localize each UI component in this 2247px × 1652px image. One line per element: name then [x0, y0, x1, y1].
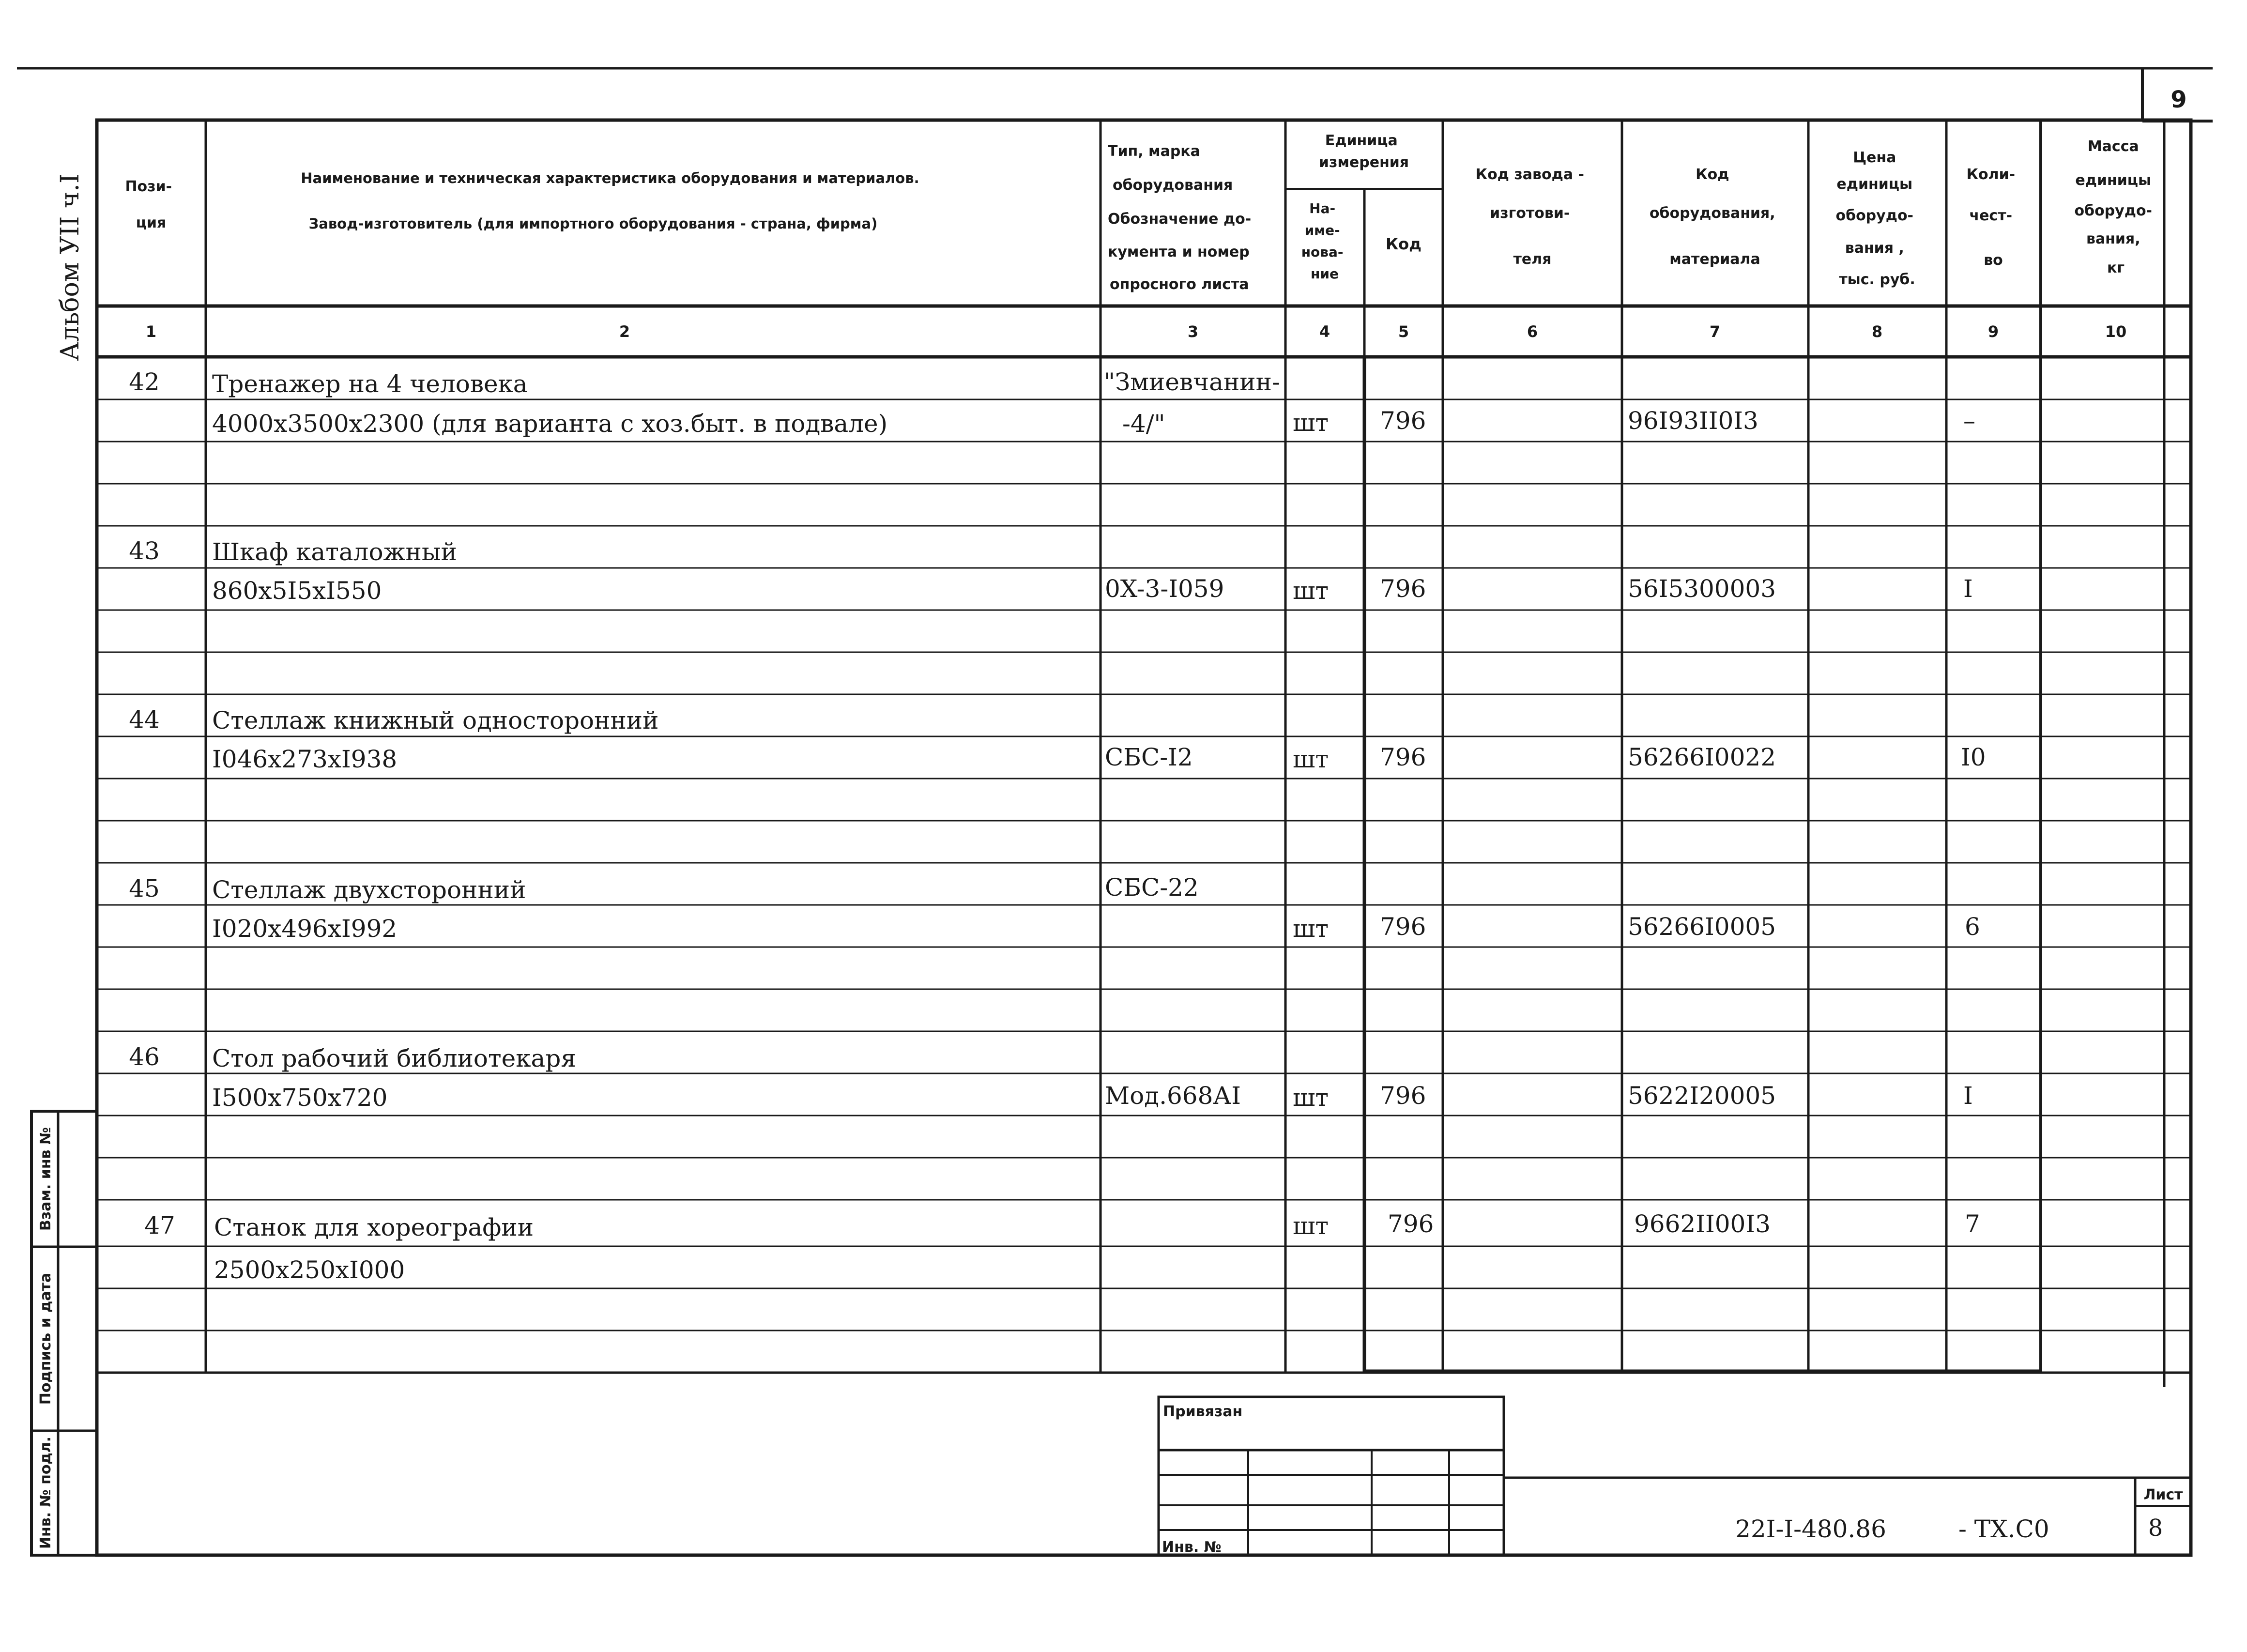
item-unit-code: 796	[1380, 407, 1426, 435]
item-type: "Змиевчанин-	[1104, 368, 1280, 396]
col-number: 10	[2105, 322, 2127, 341]
header-col10: Масса единицы оборудо- вания, кг	[2074, 138, 2153, 276]
sheet-number: 8	[2148, 1514, 2163, 1542]
item-equipment-code: 96I93II0I3	[1628, 407, 1758, 435]
item-type: СБС-I2	[1105, 743, 1193, 771]
item-name: Тренажер на 4 человека	[212, 370, 528, 398]
item-type-cont: -4/"	[1122, 410, 1165, 438]
item-unit-code: 796	[1380, 575, 1426, 603]
item-quantity: 6	[1965, 913, 1980, 941]
col-number: 6	[1527, 322, 1538, 341]
item-spec: I046x273xI938	[212, 745, 397, 773]
item-position: 44	[129, 705, 160, 734]
item-quantity: 7	[1965, 1210, 1980, 1238]
header-col9: Коли- чест- во	[1966, 166, 2016, 269]
header-unit-group: Единица измерения	[1318, 132, 1409, 171]
item-equipment-code: 9662II00I3	[1634, 1210, 1771, 1238]
item-quantity: I	[1963, 575, 1973, 603]
header-col8: Цена единицы оборудо- вания , тыс. руб.	[1835, 149, 1915, 288]
top-page-number: 9	[2171, 86, 2187, 113]
item-equipment-code: 56266I0005	[1628, 913, 1776, 941]
header-col7: Код оборудования, материала	[1649, 166, 1775, 268]
item-quantity: I0	[1961, 743, 1986, 771]
item-position: 46	[129, 1043, 160, 1071]
item-equipment-code: 56266I0022	[1628, 743, 1776, 771]
stamp-privyazan: Привязан	[1163, 1403, 1243, 1420]
col-number: 9	[1987, 322, 1999, 341]
item-spec: 860x5I5xI550	[212, 577, 382, 605]
col-number: 5	[1398, 322, 1409, 341]
column-numbers-row	[146, 322, 2126, 341]
item-unit: шт	[1293, 577, 1329, 605]
item-quantity: I	[1963, 1082, 1973, 1110]
item-unit: шт	[1293, 1084, 1329, 1112]
item-equipment-code: 56I5300003	[1628, 575, 1776, 603]
header-col2-line2: Завод-изготовитель (для импортного оборудования - страна, фирма)	[308, 215, 878, 232]
stamp-vzam-inv: Взам. инв №	[37, 1127, 54, 1231]
header-col1: Пози- ция	[125, 178, 172, 231]
item-type: Мод.668АI	[1105, 1082, 1241, 1110]
header-col3: Тип, марка оборудования Обозначение до- кумента и номер опросного листа	[1108, 143, 1252, 293]
document-code: 22I-I-480.86	[1735, 1515, 1886, 1543]
item-unit-code: 796	[1380, 913, 1426, 941]
header-col5: Код	[1386, 235, 1422, 253]
item-name: Стеллаж книжный односторонний	[212, 706, 659, 734]
sheet-label: Лист	[2143, 1486, 2183, 1503]
item-46	[129, 1043, 1973, 1112]
col-number: 8	[1871, 322, 1883, 341]
item-42	[129, 368, 1975, 438]
item-position: 47	[144, 1211, 175, 1239]
item-unit: шт	[1293, 1212, 1329, 1240]
left-stamp	[31, 1111, 97, 1555]
item-type: СБС-22	[1105, 873, 1199, 902]
item-unit-code: 796	[1380, 743, 1426, 771]
item-position: 42	[129, 368, 160, 396]
item-quantity: –	[1963, 407, 1975, 435]
item-position: 43	[129, 537, 160, 565]
item-unit: шт	[1293, 915, 1329, 943]
item-unit-code: 796	[1380, 1082, 1426, 1110]
item-spec: I500x750x720	[212, 1084, 388, 1112]
col-number: 2	[619, 322, 630, 341]
item-43	[129, 537, 1973, 605]
item-spec: 4000x3500x2300 (для варианта с хоз.быт. в подвале)	[212, 410, 888, 438]
table-header	[125, 132, 2157, 293]
item-spec: I020x496xI992	[212, 915, 397, 943]
item-name: Станок для хореографии	[214, 1213, 534, 1241]
item-unit-code: 796	[1388, 1210, 1434, 1238]
stamp-inv-no: Инв. №	[1162, 1539, 1222, 1556]
item-name: Шкаф каталожный	[212, 538, 457, 566]
album-label: Альбом УII ч.I	[56, 173, 85, 361]
col-number: 3	[1187, 322, 1199, 341]
item-name: Стол рабочий библиотекаря	[212, 1044, 576, 1072]
item-unit: шт	[1293, 745, 1329, 773]
header-col4: На- име- нова- ние	[1301, 200, 1344, 282]
document-suffix: - TX.C0	[1958, 1515, 2049, 1543]
title-block	[1159, 1397, 2191, 1556]
item-name: Стеллаж двухсторонний	[212, 876, 526, 904]
item-45	[129, 873, 1980, 943]
item-unit: шт	[1293, 409, 1329, 437]
col-number: 4	[1319, 322, 1330, 341]
header-col2-line1: Наименование и техническая характеристика оборудования и материалов.	[301, 170, 919, 186]
stamp-podpis-data: Подпись и дата	[37, 1272, 54, 1405]
item-44	[129, 705, 1986, 773]
stamp-inv-podl: Инв. № подл.	[37, 1436, 54, 1549]
item-equipment-code: 5622I20005	[1628, 1082, 1776, 1110]
col-number: 1	[145, 322, 157, 341]
item-position: 45	[129, 874, 160, 902]
item-type: 0X-3-I059	[1105, 575, 1224, 603]
item-spec: 2500x250xI000	[214, 1256, 405, 1284]
header-col6: Код завода - изготови- теля	[1475, 166, 1584, 268]
col-number: 7	[1709, 322, 1721, 341]
